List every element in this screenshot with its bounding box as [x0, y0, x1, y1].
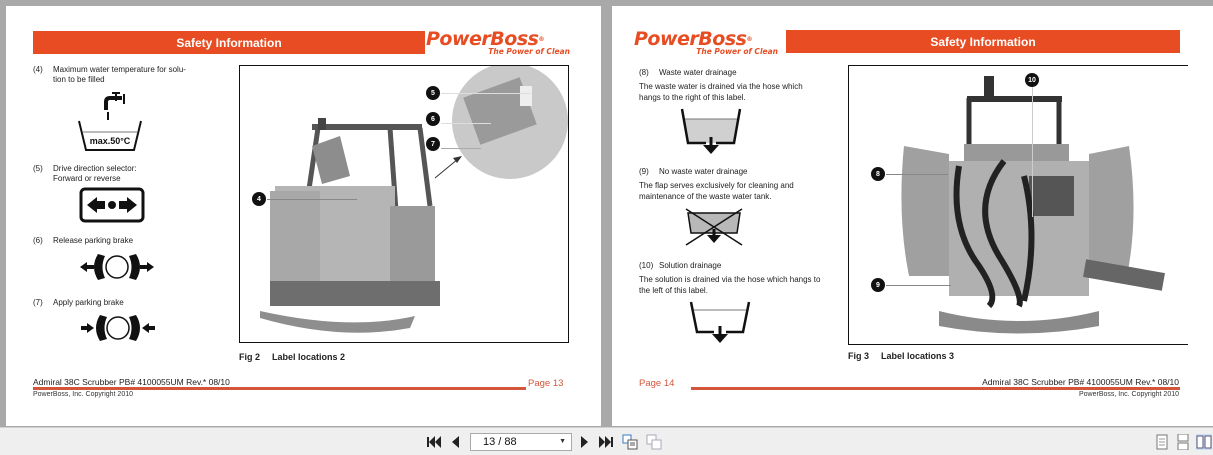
label-item-5 [33, 164, 213, 184]
item-description: The solution is drained via the hose which hangs to the left of this label. [639, 275, 821, 295]
last-page-button[interactable] [598, 434, 614, 450]
scrubber-illustration [240, 66, 569, 343]
single-page-view-button[interactable] [1155, 434, 1169, 450]
figure-3-image [848, 65, 1188, 345]
item-title: Solution drainage [659, 261, 722, 270]
item-description: The flap serves exclusively for cleaning and maintenance of the waste water tank. [639, 181, 794, 201]
footer-copyright: PowerBoss, Inc. Copyright 2010 [33, 391, 133, 398]
next-page-button[interactable] [579, 434, 591, 450]
item-number: (4) [33, 65, 43, 74]
no-drain-icon [682, 207, 746, 247]
dropdown-caret-icon: ▼ [559, 438, 566, 445]
brand-tagline: The Power of Clean [488, 47, 570, 56]
figure-number: Fig 3 [848, 351, 870, 361]
item-title-cont: tion to be filled [53, 75, 105, 84]
item-title: Maximum water temperature for solu- [53, 65, 186, 74]
callout-7: 7 [426, 137, 440, 151]
brand-name: PowerBoss [426, 28, 539, 50]
two-page-view-icon [1196, 434, 1212, 450]
svg-text:max.50°C: max.50°C [89, 136, 131, 146]
page-layout-icon [622, 434, 638, 450]
section-title: Safety Information [176, 35, 282, 50]
page-13 [6, 6, 601, 426]
continuous-view-button[interactable] [1176, 434, 1190, 450]
viewer-toolbar [0, 427, 1213, 455]
footer-rule [33, 387, 526, 390]
label-item-7 [33, 298, 213, 308]
item-title-cont: Forward or reverse [53, 174, 121, 183]
max-temp-icon [76, 88, 146, 154]
leader-line [1032, 87, 1033, 217]
item-title: Release parking brake [53, 236, 134, 245]
first-page-button[interactable] [426, 434, 442, 450]
powerboss-logo: PowerBoss® The Power of Clean [426, 30, 576, 56]
single-page-view-icon [1155, 434, 1169, 450]
label-item-9 [639, 167, 829, 202]
callout-4: 4 [252, 192, 266, 206]
item-number: (10) [639, 261, 654, 270]
item-title: No waste water drainage [659, 167, 748, 176]
leader-line [441, 93, 531, 94]
last-page-icon [599, 436, 613, 448]
section-header [33, 31, 425, 54]
copy-pages-icon [646, 434, 662, 450]
callout-9: 9 [871, 278, 885, 292]
footer-document-id: Admiral 38C Scrubber PB# 4100055UM Rev.* 08/10 [33, 377, 230, 387]
item-number: (5) [33, 164, 43, 173]
two-page-view-button[interactable] [1196, 434, 1212, 450]
next-page-icon [581, 436, 589, 448]
footer-copyright: PowerBoss, Inc. Copyright 2010 [1079, 391, 1179, 398]
brand-name: PowerBoss [634, 28, 747, 50]
direction-selector-icon [79, 187, 145, 223]
page-number: Page 13 [528, 378, 564, 389]
previous-page-icon [451, 436, 459, 448]
item-number: (8) [639, 68, 649, 77]
leader-line [886, 285, 951, 286]
section-header [786, 30, 1180, 53]
footer-document-id: Admiral 38C Scrubber PB# 4100055UM Rev.* 08/10 [982, 377, 1179, 387]
scrubber-rear-illustration [849, 66, 1188, 345]
solution-drain-icon [688, 300, 752, 346]
page-14 [612, 6, 1213, 426]
item-number: (7) [33, 298, 43, 307]
apply-brake-icon [80, 311, 156, 345]
page-indicator: 13 / 88 [483, 436, 517, 448]
powerboss-logo: PowerBoss® The Power of Clean [634, 30, 784, 56]
figure-3-caption [848, 351, 954, 361]
waste-drain-icon [679, 107, 743, 157]
footer-rule [691, 387, 1180, 390]
figure-number: Fig 2 [239, 352, 261, 362]
item-title: Waste water drainage [659, 68, 737, 77]
continuous-view-icon [1176, 434, 1190, 450]
item-number: (6) [33, 236, 43, 245]
leader-line [441, 123, 491, 124]
compare-pages-button[interactable] [645, 434, 663, 450]
brand-tagline: The Power of Clean [696, 47, 778, 56]
label-item-8 [639, 68, 819, 103]
figure-2-image [239, 65, 569, 343]
label-item-6 [33, 236, 213, 246]
item-title: Apply parking brake [53, 298, 124, 307]
label-item-4 [33, 65, 213, 85]
callout-6: 6 [426, 112, 440, 126]
section-title: Safety Information [930, 34, 1036, 49]
figure-caption-text: Label locations 2 [272, 352, 346, 362]
item-description: The waste water is drained via the hose which hangs to the right of this label. [639, 82, 803, 102]
first-page-icon [427, 436, 441, 448]
callout-10: 10 [1025, 73, 1039, 87]
leader-line [267, 199, 357, 200]
callout-5: 5 [426, 86, 440, 100]
figure-caption-text: Label locations 3 [881, 351, 955, 361]
page-selector[interactable] [470, 433, 572, 451]
previous-page-button[interactable] [449, 434, 461, 450]
leader-line [441, 148, 481, 149]
label-item-10 [639, 261, 829, 296]
callout-8: 8 [871, 167, 885, 181]
item-number: (9) [639, 167, 649, 176]
page-number: Page 14 [639, 378, 675, 389]
leader-line [886, 174, 948, 175]
release-brake-icon [78, 250, 156, 284]
figure-2-caption [239, 352, 345, 362]
item-title: Drive direction selector: [53, 164, 137, 173]
rotate-pages-button[interactable] [621, 434, 639, 450]
